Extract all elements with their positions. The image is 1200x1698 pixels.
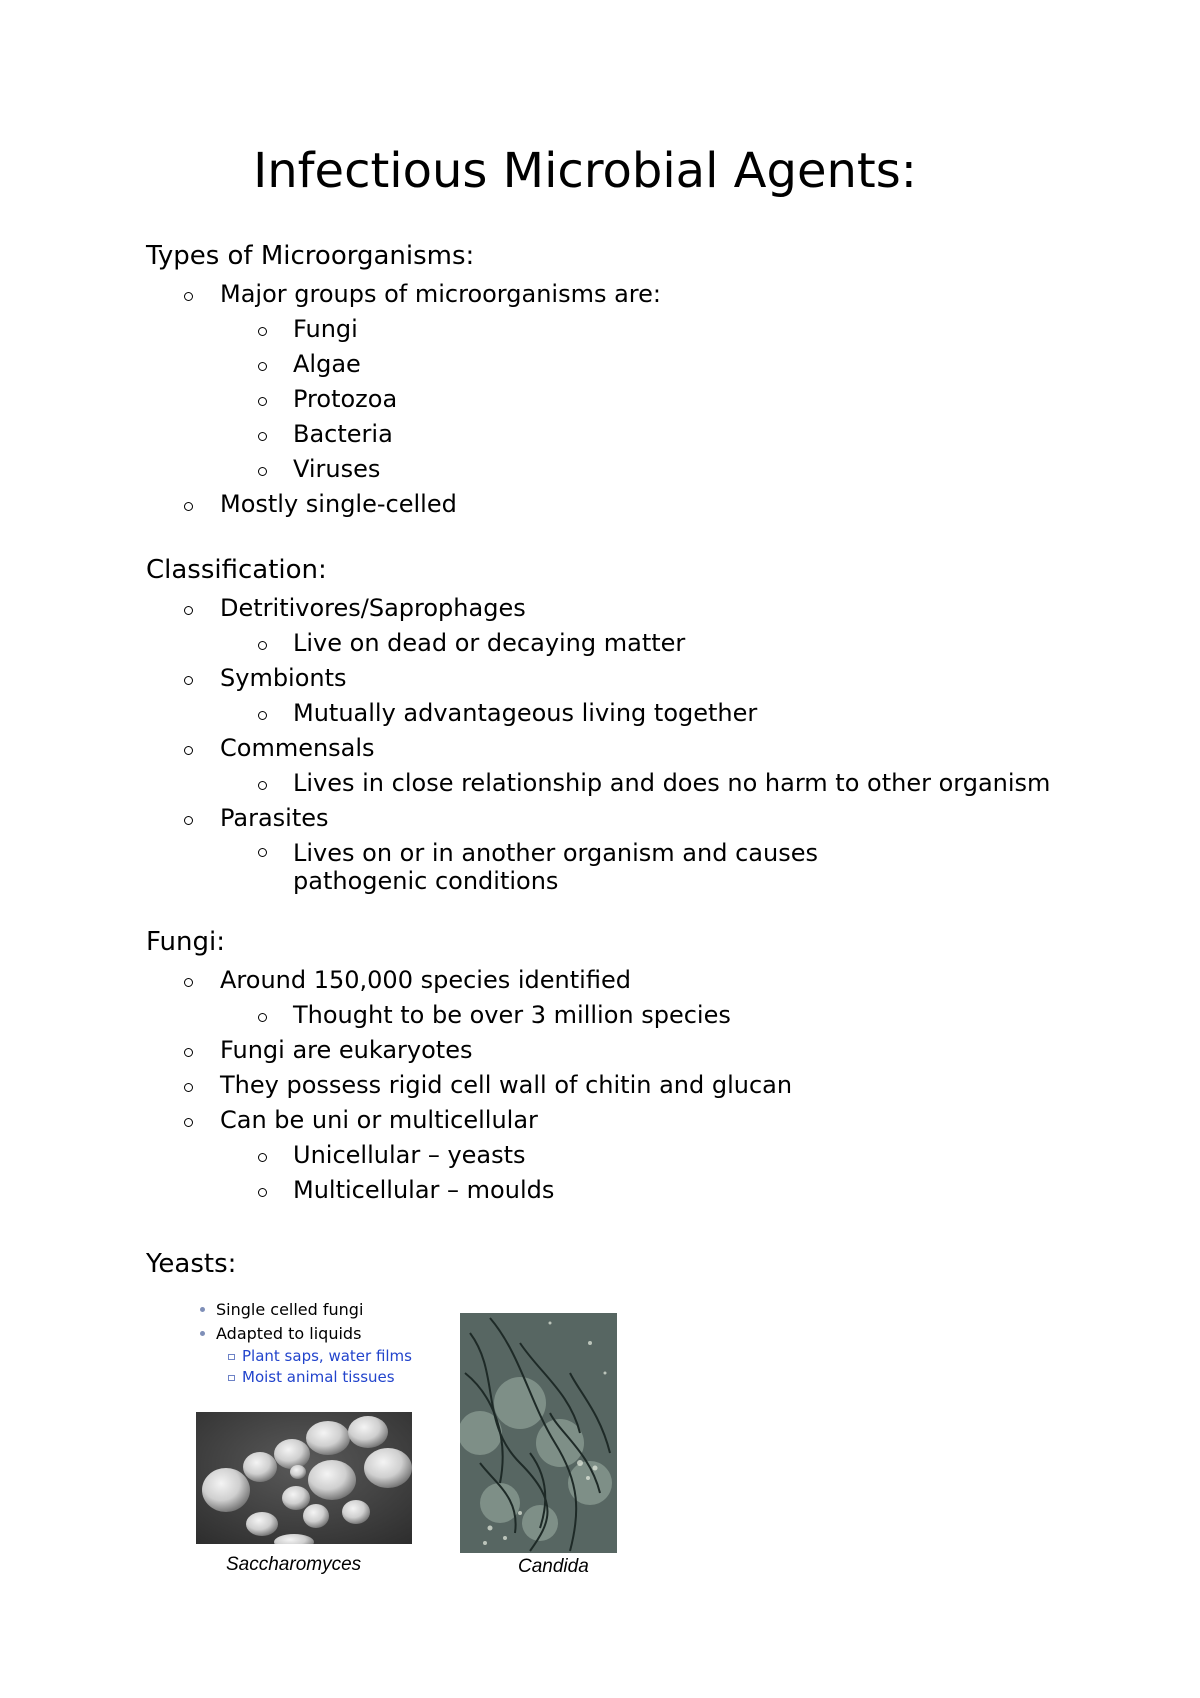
list-item: Thought to be over 3 million species xyxy=(146,998,1096,1033)
list-item: Commensals xyxy=(146,731,1096,766)
section-heading-classification: Classification: xyxy=(146,555,327,585)
list-item: Unicellular – yeasts xyxy=(146,1138,1096,1173)
figure-bullet: Single celled fungi xyxy=(216,1300,363,1319)
list-item: Fungi are eukaryotes xyxy=(146,1033,1096,1068)
figure-bullet: Adapted to liquids xyxy=(216,1324,361,1343)
list-item-viruses: Viruses xyxy=(146,452,1096,487)
list-item-bacteria: Bacteria xyxy=(146,417,1096,452)
yeasts-figure xyxy=(196,1300,636,1590)
list-item-protozoa: Protozoa xyxy=(146,382,1096,417)
list-item: Mutually advantageous living together xyxy=(146,696,1096,731)
section-yeasts xyxy=(146,1248,1096,1285)
list-item: They possess rigid cell wall of chitin and glucan xyxy=(146,1068,1096,1103)
page-title: Infectious Microbial Agents: xyxy=(253,143,917,199)
list-item: Parasites xyxy=(146,801,1096,836)
list-item: Lives in close relationship and does no harm to other organism xyxy=(146,766,1096,801)
section-heading-yeasts: Yeasts: xyxy=(146,1249,237,1279)
section-classification xyxy=(146,554,1096,899)
bullet-icon xyxy=(200,1307,205,1312)
caption-saccharomyces: Saccharomyces xyxy=(226,1554,362,1575)
bullet-icon xyxy=(228,1354,235,1360)
figure-sub-bullet: Moist animal tissues xyxy=(242,1368,395,1386)
bullet-icon xyxy=(200,1331,205,1336)
list-item-algae: Algae xyxy=(146,347,1096,382)
list-item: Around 150,000 species identified xyxy=(146,963,1096,998)
section-types xyxy=(146,240,1096,522)
section-heading-types: Types of Microorganisms: xyxy=(146,241,475,271)
section-heading-fungi: Fungi: xyxy=(146,927,225,957)
list-item: Multicellular – moulds xyxy=(146,1173,1096,1208)
list-item: Mostly single-celled xyxy=(146,487,1096,522)
list-item: Lives on or in another organism and causes pathogenic conditions xyxy=(146,836,913,899)
list-item: Detritivores/Saprophages xyxy=(146,591,1096,626)
list-item: Symbionts xyxy=(146,661,1096,696)
list-item-fungi: Fungi xyxy=(146,312,1096,347)
types-list xyxy=(146,277,1096,312)
list-item: Can be uni or multicellular xyxy=(146,1103,1096,1138)
list-item: Live on dead or decaying matter xyxy=(146,626,1096,661)
caption-candida: Candida xyxy=(518,1556,589,1577)
groups-list xyxy=(146,312,1096,487)
types-list-2 xyxy=(146,487,1096,522)
saccharomyces-image xyxy=(196,1412,412,1544)
bullet-icon xyxy=(228,1375,235,1381)
section-fungi xyxy=(146,926,1096,1208)
figure-sub-bullet: Plant saps, water films xyxy=(242,1347,412,1365)
candida-image xyxy=(460,1313,617,1553)
list-item: Major groups of microorganisms are: xyxy=(146,277,1096,312)
